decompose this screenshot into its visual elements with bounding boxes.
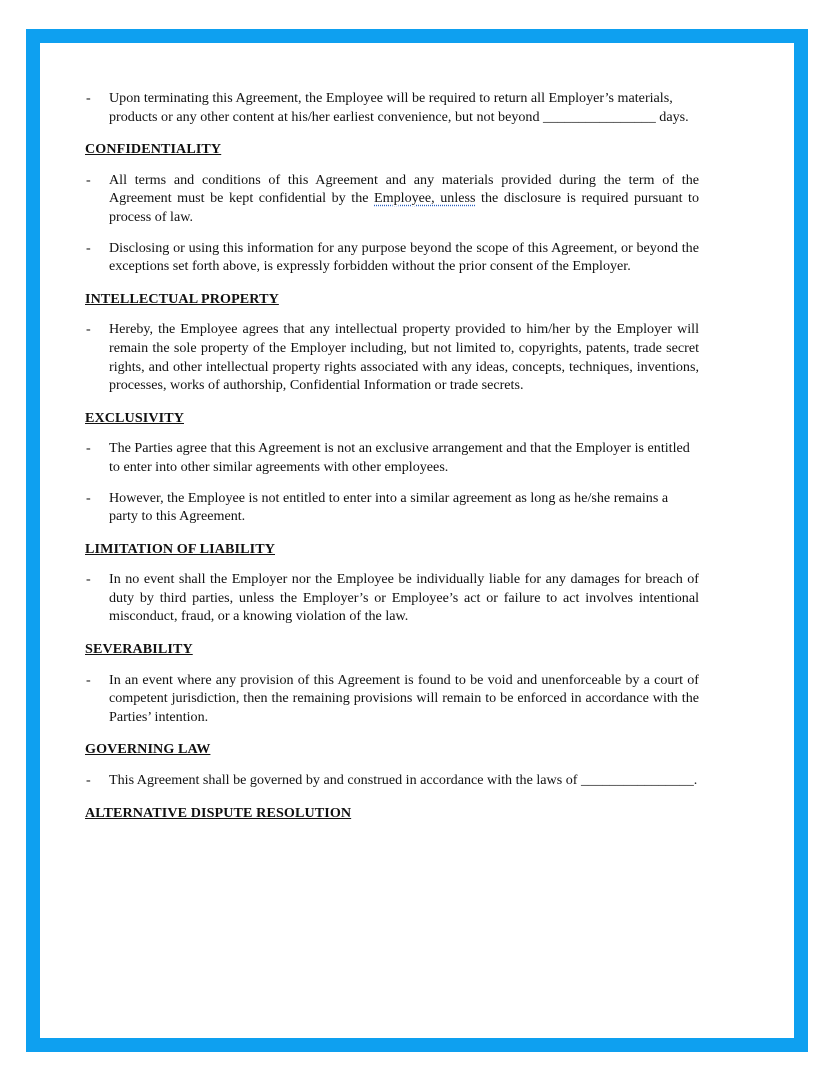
clause-text: However, the Employee is not entitled to enter into a similar agreement as long as he/she remains a party to this Agreement.	[109, 489, 669, 525]
bullet-dash: -	[86, 90, 91, 106]
clause-text: In an event where any provision of this Agreement is found to be void and unenforceable by a court of competent jurisdiction, then the remaining provisions will remain to be enforced in accordance with the Parties’ intention.	[109, 671, 699, 725]
clause-text-part-c: the disclosure is required pursuant to process of law.	[109, 190, 700, 225]
bullet-dash: -	[86, 171, 91, 188]
clause-non-exclusive	[85, 439, 699, 476]
clause-employee-restriction	[85, 489, 699, 526]
clause-severability	[85, 671, 699, 727]
clause-text: Disclosing or using this information for any purpose beyond the scope of this Agreement, or beyond the exceptions set forth above, is expressly forbidden without the prior consent of the Employer.	[109, 239, 699, 275]
clause-text: Upon terminating this Agreement, the Employee will be required to return all Employer’s materials, products or any other content at his/her earliest convenience, but not beyond ________________ days.	[109, 90, 689, 125]
clause-liability	[85, 570, 699, 626]
bullet-dash: -	[86, 671, 91, 688]
heading-alternative-dispute-resolution: ALTERNATIVE DISPUTE RESOLUTION	[85, 804, 352, 821]
heading-governing-law: GOVERNING LAW	[85, 741, 211, 758]
heading-limitation-of-liability: LIMITATION OF LIABILITY	[85, 540, 275, 557]
heading-intellectual-property: INTELLECTUAL PROPERTY	[85, 290, 279, 307]
grammar-flagged-text: Employee, unless	[374, 190, 476, 207]
clause-governing-law	[85, 771, 699, 790]
clause-disclosure-forbidden	[85, 239, 699, 276]
bullet-dash: -	[86, 489, 91, 506]
bullet-dash: -	[86, 772, 91, 789]
heading-exclusivity: EXCLUSIVITY	[85, 409, 184, 426]
clause-return-materials	[85, 89, 699, 126]
bullet-dash: -	[86, 440, 91, 457]
bullet-dash: -	[86, 321, 91, 338]
heading-severability: SEVERABILITY	[85, 641, 193, 658]
document-body	[85, 89, 699, 834]
clause-text-part-a: All terms and conditions of this Agreement and any materials provided during the term of the Agreement must be kept confidential by the	[109, 171, 699, 207]
clause-text: Hereby, the Employee agrees that any intellectual property provided to him/her by the Employer will remain the sole property of the Employer including, but not limited to, copyrights, patents, trade secret rights, and other intellectual property rights associated with any ideas, concepts, techniques, inventions, processes, works of authorship, Confidential Information or trade secrets.	[109, 321, 699, 394]
clause-text: This Agreement shall be governed by and construed in accordance with the laws of ________________.	[109, 772, 698, 789]
clause-confidential-terms	[85, 171, 699, 227]
heading-confidentiality: CONFIDENTIALITY	[85, 141, 222, 158]
clause-text: In no event shall the Employer nor the Employee be individually liable for any damages for breach of duty by third parties, unless the Employer’s or Employee’s act or failure to act involves intentional misconduct, fraud, or a knowing violation of the law.	[109, 571, 699, 625]
clause-ip-ownership	[85, 320, 699, 394]
bullet-dash: -	[86, 571, 91, 588]
clause-text: The Parties agree that this Agreement is not an exclusive arrangement and that the Employer is entitled to enter into other similar agreements with other employees.	[109, 440, 690, 475]
bullet-dash: -	[86, 239, 91, 256]
